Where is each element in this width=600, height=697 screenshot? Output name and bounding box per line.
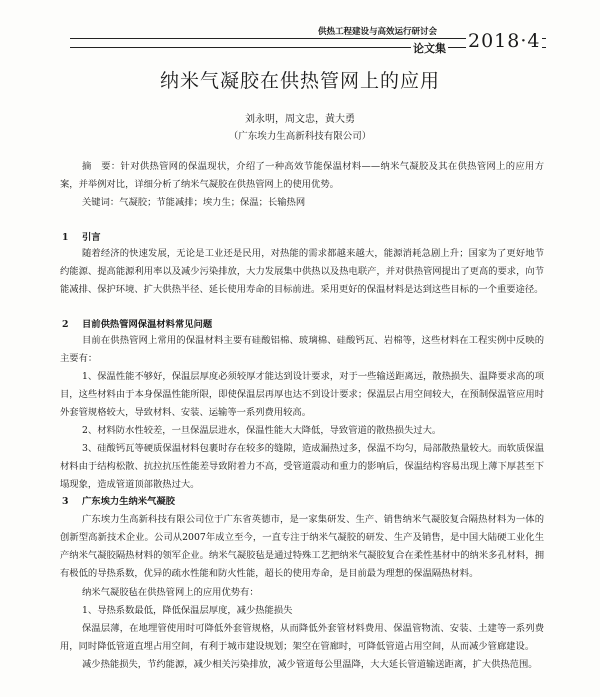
paragraph: 3、硅酸钙瓦等硬质保温材料包裹时存在较多的缝隙，造成漏热过多，保温不均匀，局部散热量较大。而软质保温材料由于结构松散、抗拉抗压性能差导致附着力不高，受管道震动和重力的影响后，保温结构容易出现上薄下厚甚至下塌现象，造成管道顶部散热过大。 <box>60 443 544 490</box>
section-title: 广东埃力生纳米气凝胶 <box>82 496 175 507</box>
paper-affiliation: （广东埃力生高新科技有限公司） <box>228 131 372 142</box>
section-number: 2 <box>62 319 69 330</box>
issue-number: 2018·4 <box>468 30 541 52</box>
paragraph: 保温层薄，在地埋管使用时可降低外套管规格，从而降低外套管材料费用、保温管物流、安装、土建等一系列费用，同时降低管道直埋占用空间，有利于城市建设规划；架空在管廊时，可降低管道占用空间，从而减少管廊建设。 <box>60 623 544 652</box>
section-number: 3 <box>62 496 69 507</box>
section-heading <box>62 493 175 507</box>
paragraph: 2、材料防水性较差，一旦保温层进水，保温性能大大降低，导致管道的散热损失过大。 <box>82 425 442 436</box>
paragraph: 减少热能损失，节约能源，减少相关污染排放，减少管道每公里温降，大大延长管道输送距离，扩大供热范围。 <box>82 659 538 670</box>
paragraph: 目前在供热管网上常用的保温材料主要有硅酸铝棉、玻璃棉、硅酸钙瓦、岩棉等，这些材料在工程实例中反映的主要有： <box>60 335 544 364</box>
section-title: 引言 <box>82 232 101 243</box>
paper-authors: 刘永明，周文忠，黄大勇 <box>245 114 355 125</box>
paragraph: 1、保温性能不够好，保温层厚度必须较厚才能达到设计要求，对于一些输送距离远，散热损失、温降要求高的项目，这些材料由于本身保温性能所限，即使保温层再厚也达不到设计要求；保温层占用空间较大，在预制保温管应用时外套管规格较大，导致材料、安装、运输等一系列费用较高。 <box>60 371 544 418</box>
keywords: 关键词：气凝胶；节能减排；埃力生；保温；长输热网 <box>82 197 306 208</box>
paragraph: 1、导热系数最低，降低保温层厚度，减少热能损失 <box>82 605 293 616</box>
paragraph: 纳米气凝胶毡在供热管网上的应用优势有： <box>82 587 259 598</box>
section-heading <box>62 316 212 330</box>
section-tag: 论文集 <box>413 42 446 55</box>
paragraph: 广东埃力生高新科技有限公司位于广东省英德市，是一家集研发、生产、销售纳米气凝胶复合隔热材料为一体的创新型高新技术企业。公司从2007年成立至今，一直专注于纳米气凝胶的研发、生产及销售，是中国大陆硬工业化生产纳米气凝胶隔热材料的领军企业。纳米气凝胶毡是通过特殊工艺把纳米气凝胶复合在柔性基材中的纳米多孔材料，拥有极低的导热系数，优异的疏水性能和防火性能，超长的使用寿命，是目前最为理想的保温隔热材料。 <box>60 514 544 579</box>
conference-name: 供热工程建设与高效运行研讨会 <box>318 27 438 37</box>
paragraph: 随着经济的快速发展，无论是工业还是民用，对热能的需求都越来越大，能源消耗急剧上升；国家为了更好地节约能源、提高能源利用率以及减少污染排放，大力发展集中供热以及热电联产，并对供热管网提出了更高的要求，向节能减排、保护环境、扩大供热半径、延长使用寿命的目标前进。采用更好的保温材料是达到这些目标的一个重要途径。 <box>60 248 544 295</box>
abstract-text: 摘 要：针对供热管网的保温现状，介绍了一种高效节能保温材料——纳米气凝胶及其在供热管网上的应用方案，并举例对比，详细分析了纳米气凝胶在供热管网上的使用优势。 <box>60 161 544 190</box>
section-number: 1 <box>62 232 69 243</box>
section-title: 目前供热管网保温材料常见问题 <box>82 319 213 330</box>
section-heading <box>62 229 101 243</box>
paper-title: 纳米气凝胶在供热管网上的应用 <box>159 70 440 92</box>
